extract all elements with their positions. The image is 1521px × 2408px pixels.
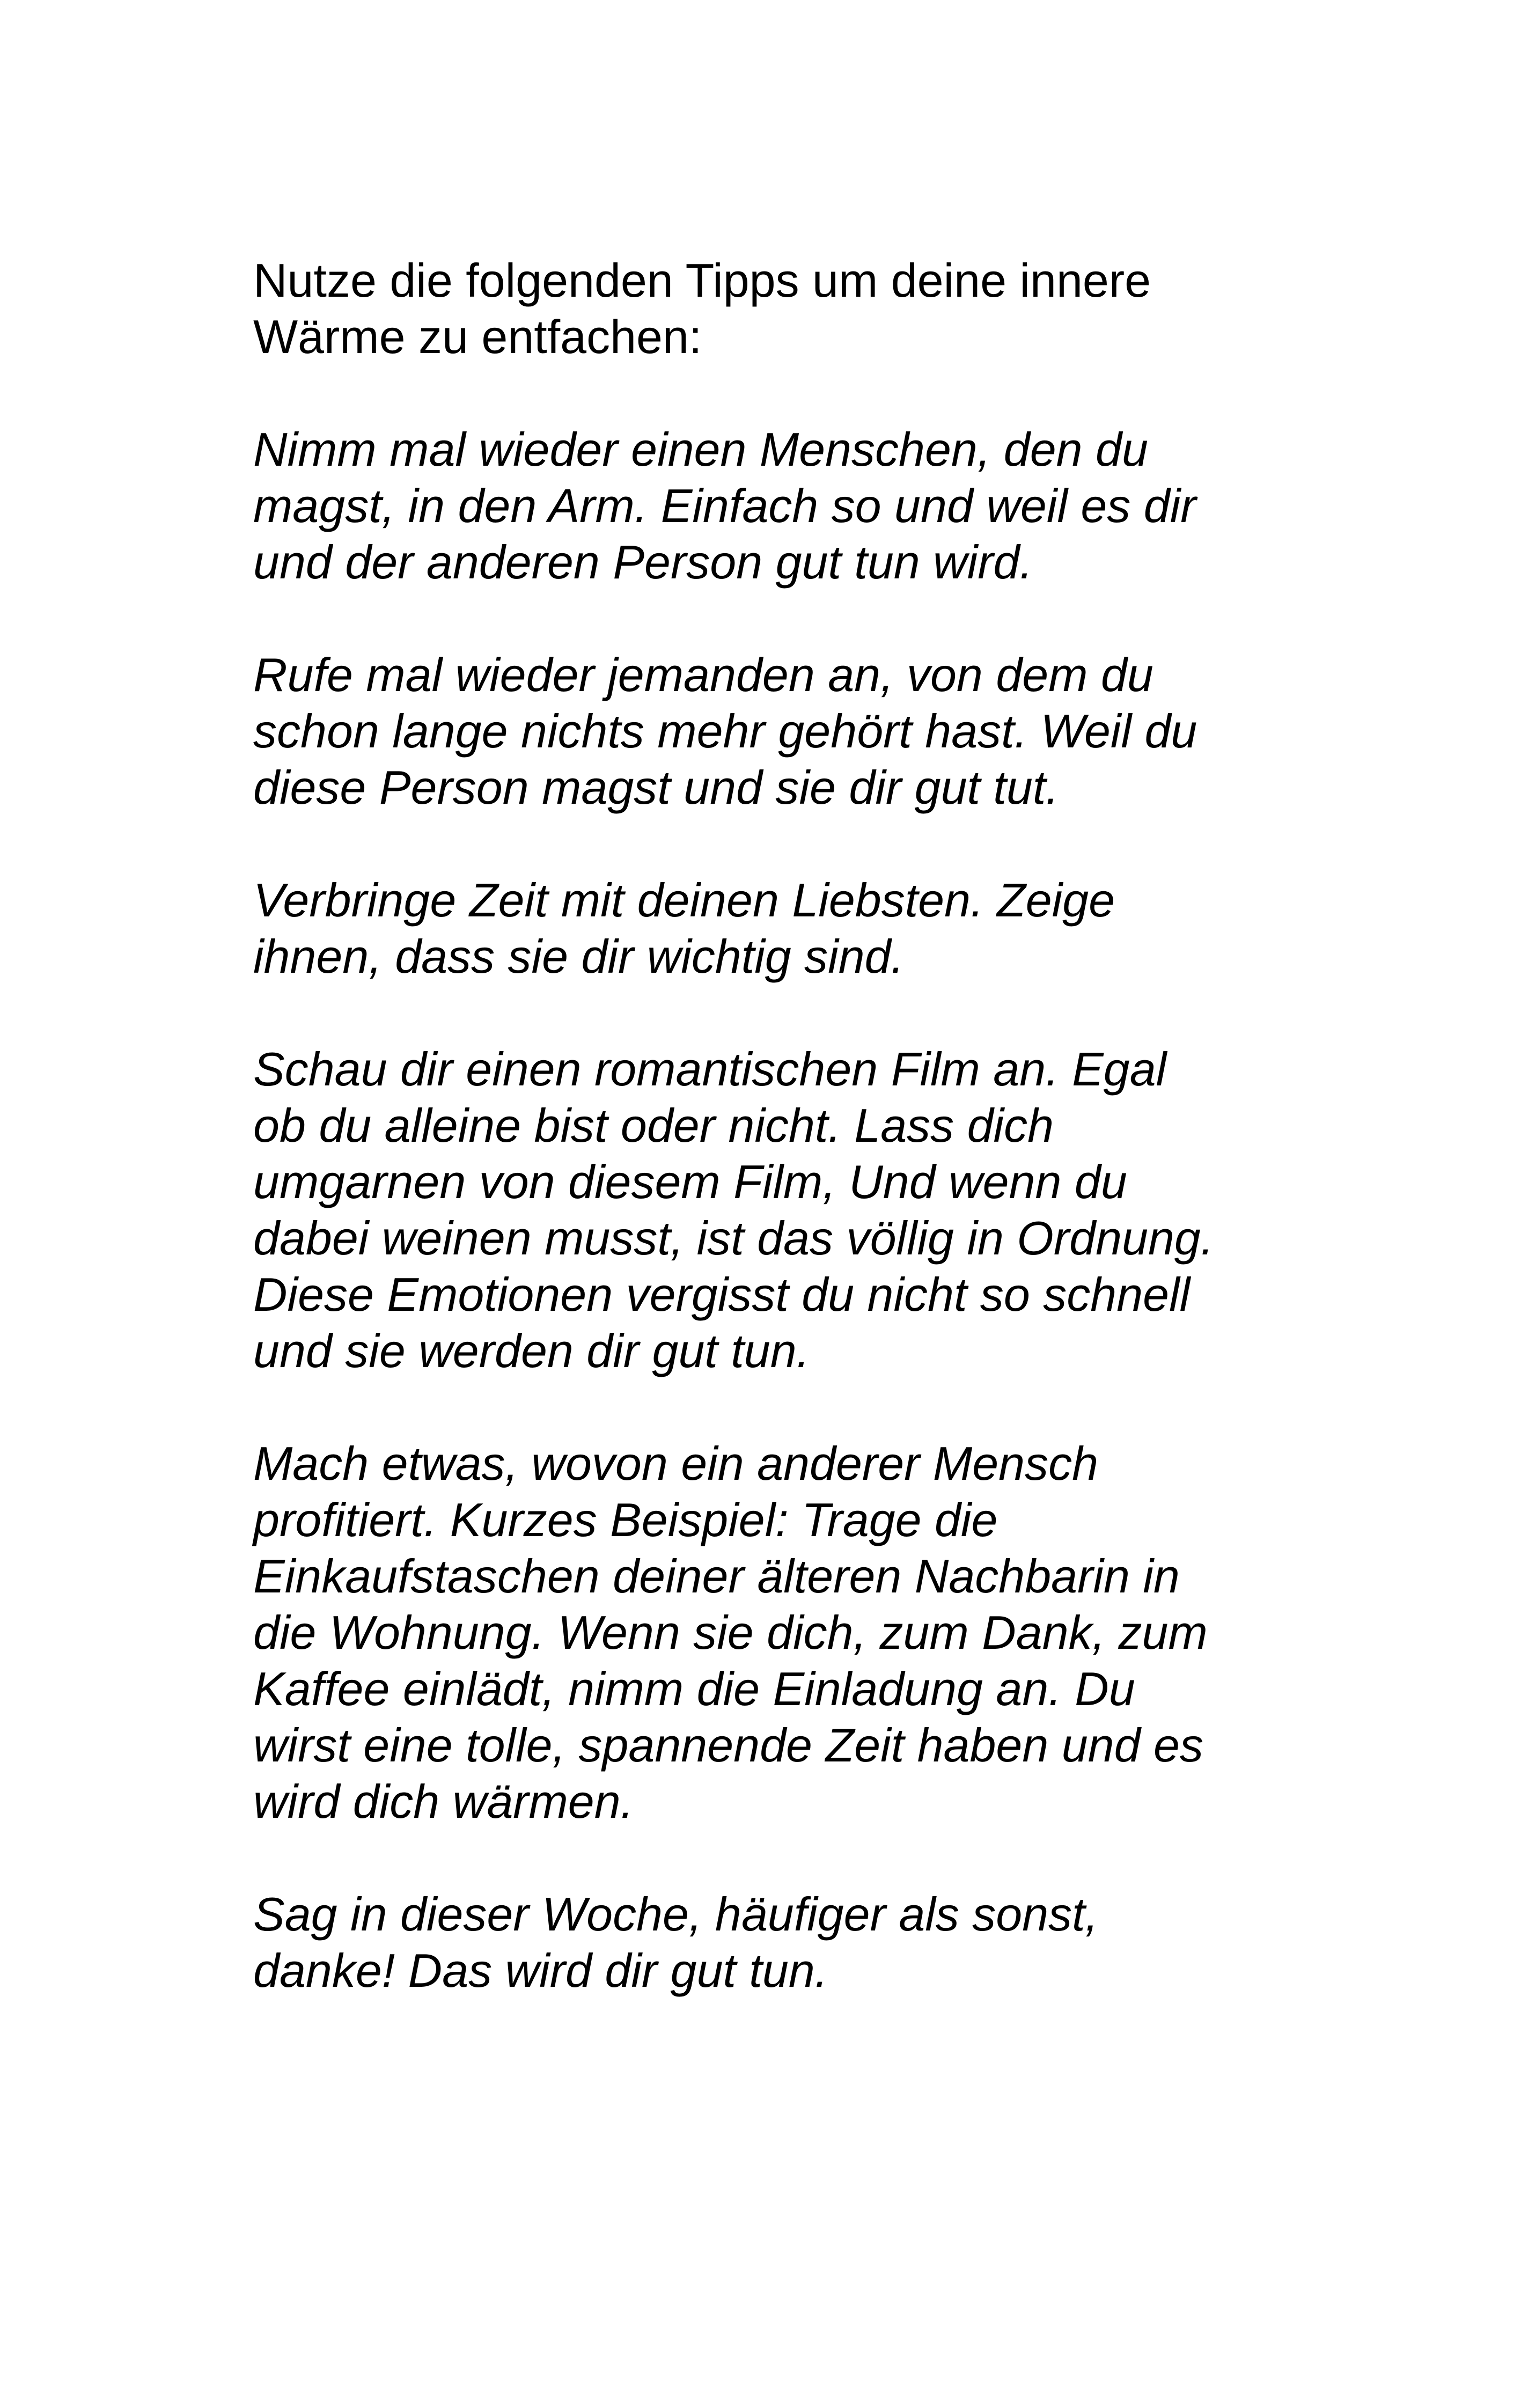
intro-paragraph <box>253 252 1305 365</box>
tip-line: dabei weinen musst, ist das völlig in Ordnung. <box>253 1212 1214 1265</box>
tip-line: danke! Das wird dir gut tun. <box>253 1944 828 1997</box>
intro-line: Nutze die folgenden Tipps um deine innere <box>253 254 1151 307</box>
tip-line: Nimm mal wieder einen Menschen, den du <box>253 423 1148 476</box>
tip-paragraph-call <box>253 647 1305 816</box>
text-column <box>253 252 1305 1999</box>
tip-line: profitiert. Kurzes Beispiel: Trage die <box>253 1493 998 1546</box>
intro-line: Wärme zu entfachen: <box>253 310 702 363</box>
tip-line: ob du alleine bist oder nicht. Lass dich <box>253 1099 1054 1152</box>
tip-paragraph-loved-ones <box>253 872 1305 985</box>
tip-line: wirst eine tolle, spannende Zeit haben und es <box>253 1719 1203 1772</box>
tip-line: Verbringe Zeit mit deinen Liebsten. Zeige <box>253 873 1115 927</box>
tip-line: die Wohnung. Wenn sie dich, zum Dank, zum <box>253 1606 1208 1659</box>
tip-line: und der anderen Person gut tun wird. <box>253 535 1033 589</box>
tip-line: Diese Emotionen vergisst du nicht so schnell <box>253 1268 1191 1321</box>
tip-line: Sag in dieser Woche, häufiger als sonst, <box>253 1888 1099 1941</box>
tip-paragraph-film <box>253 1041 1305 1379</box>
tip-paragraph-help-others <box>253 1435 1305 1830</box>
tip-line: und sie werden dir gut tun. <box>253 1324 810 1377</box>
tip-line: Kaffee einlädt, nimm die Einladung an. Du <box>253 1662 1135 1715</box>
tip-line: umgarnen von diesem Film, Und wenn du <box>253 1155 1127 1208</box>
tip-paragraph-gratitude <box>253 1886 1305 1999</box>
tip-line: diese Person magst und sie dir gut tut. <box>253 761 1059 814</box>
tip-line: Einkaufstaschen deiner älteren Nachbarin in <box>253 1550 1180 1603</box>
tip-line: wird dich wärmen. <box>253 1775 634 1828</box>
tip-line: magst, in den Arm. Einfach so und weil es dir <box>253 479 1196 532</box>
tip-line: Mach etwas, wovon ein anderer Mensch <box>253 1437 1099 1490</box>
tip-line: Schau dir einen romantischen Film an. Egal <box>253 1043 1167 1096</box>
tip-line: ihnen, dass sie dir wichtig sind. <box>253 930 905 983</box>
tip-line: Rufe mal wieder jemanden an, von dem du <box>253 648 1153 701</box>
tip-line: schon lange nichts mehr gehört hast. Weil du <box>253 704 1197 758</box>
tip-paragraph-hug <box>253 421 1305 590</box>
